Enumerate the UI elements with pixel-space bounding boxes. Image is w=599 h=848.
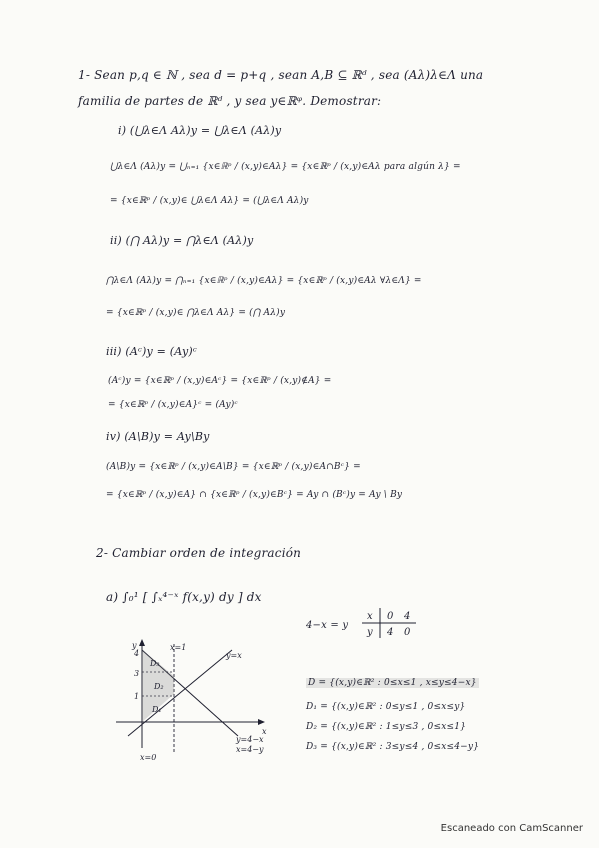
part-i-line1: ⋃λ∈Λ (Aλ)y = ⋃ₙ₌₁ {x∈ℝᵖ / (x,y)∈Aλ} = {x∈ℝᵖ / (x,y)∈Aλ para algún λ} = <box>110 162 461 172</box>
table-cell: x <box>367 611 373 622</box>
domain-D1: D₁ = {(x,y)∈ℝ² : 0≤y≤1 , 0≤x≤y} <box>306 702 466 712</box>
problem1-heading: 1- Sean p,q ∈ ℕ , sea d = p+q , sean A,B ⊆ ℝᵈ , sea (Aλ)λ∈Λ una <box>78 68 484 82</box>
yx-label: y=x <box>226 651 242 660</box>
part-ii-line2: = {x∈ℝᵖ / (x,y)∈ ⋂λ∈Λ Aλ} = (⋂ Aλ)y <box>106 308 286 318</box>
region-d3-label: D₃ <box>150 659 160 668</box>
x4y-label: x=4−y <box>236 745 264 754</box>
part-iii-title: iii) (Aᶜ)y = (Ay)ᶜ <box>106 345 197 358</box>
part-ii-line1: ⋂λ∈Λ (Aλ)y = ⋂ₙ₌₁ {x∈ℝᵖ / (x,y)∈Aλ} = {x∈ℝᵖ / (x,y)∈Aλ ∀λ∈Λ} = <box>106 276 422 286</box>
y4x-label: y=4−x <box>236 735 264 744</box>
problem2-heading: 2- Cambiar orden de integración <box>96 546 302 560</box>
domain-D <box>306 678 479 688</box>
x-arrow-icon <box>258 719 265 725</box>
problem1-heading-cont: familia de partes de ℝᵈ , y sea y∈ℝᵠ. Demostrar: <box>78 94 382 108</box>
region-d1-label: D₁ <box>152 705 162 714</box>
integral-a: a) ∫₀¹ [ ∫ₓ⁴⁻ˣ f(x,y) dy ] dx <box>106 590 262 604</box>
domain-D3: D₃ = {(x,y)∈ℝ² : 3≤y≤4 , 0≤x≤4−y} <box>306 742 480 752</box>
domain-D-text: D = {(x,y)∈ℝ² : 0≤x≤1 , x≤y≤4−x} <box>308 678 477 688</box>
line-equation: 4−x = y <box>306 620 349 631</box>
region-d2-label: D₂ <box>154 682 164 691</box>
part-ii-title: ii) (⋂ Aλ)y = ⋂λ∈Λ (Aλ)y <box>110 234 254 247</box>
y-axis-label: y <box>132 641 137 650</box>
part-iv-line2: = {x∈ℝᵖ / (x,y)∈A} ∩ {x∈ℝᵖ / (x,y)∈Bᶜ} = Ay ∩ (Bᶜ)y = Ay \ By <box>106 490 403 500</box>
table-cell: 4 <box>387 627 394 638</box>
value-table <box>360 606 420 640</box>
x1-label: x=1 <box>170 643 187 652</box>
x-axis-label: x <box>262 727 267 736</box>
region-sketch <box>112 636 282 766</box>
tick-1: 1 <box>134 692 140 701</box>
scanner-watermark: Escaneado con CamScanner <box>440 823 583 834</box>
table-cell: 4 <box>404 611 411 622</box>
part-i-title: i) (⋃λ∈Λ Aλ)y = ⋃λ∈Λ (Aλ)y <box>118 124 282 137</box>
tick-4: 4 <box>134 649 140 658</box>
table-cell: 0 <box>387 611 394 622</box>
part-iv-title: iv) (A\B)y = Ay\By <box>106 430 210 443</box>
y-arrow-icon <box>139 639 145 646</box>
table-cell: y <box>367 627 373 638</box>
part-iv-line1: (A\B)y = {x∈ℝᵖ / (x,y)∈A\B} = {x∈ℝᵖ / (x,y)∈A∩Bᶜ} = <box>106 462 361 472</box>
part-iii-line1: (Aᶜ)y = {x∈ℝᵖ / (x,y)∈Aᶜ} = {x∈ℝᵖ / (x,y)∉A} = <box>108 376 332 386</box>
part-iii-line2: = {x∈ℝᵖ / (x,y)∈A}ᶜ = (Ay)ᶜ <box>108 400 238 410</box>
domain-D2: D₂ = {(x,y)∈ℝ² : 1≤y≤3 , 0≤x≤1} <box>306 722 467 732</box>
tick-3: 3 <box>134 669 140 678</box>
table-cell: 0 <box>404 627 411 638</box>
part-i-line2: = {x∈ℝᵖ / (x,y)∈ ⋃λ∈Λ Aλ} = (⋃λ∈Λ Aλ)y <box>110 196 309 206</box>
x0-label: x=0 <box>140 753 157 762</box>
